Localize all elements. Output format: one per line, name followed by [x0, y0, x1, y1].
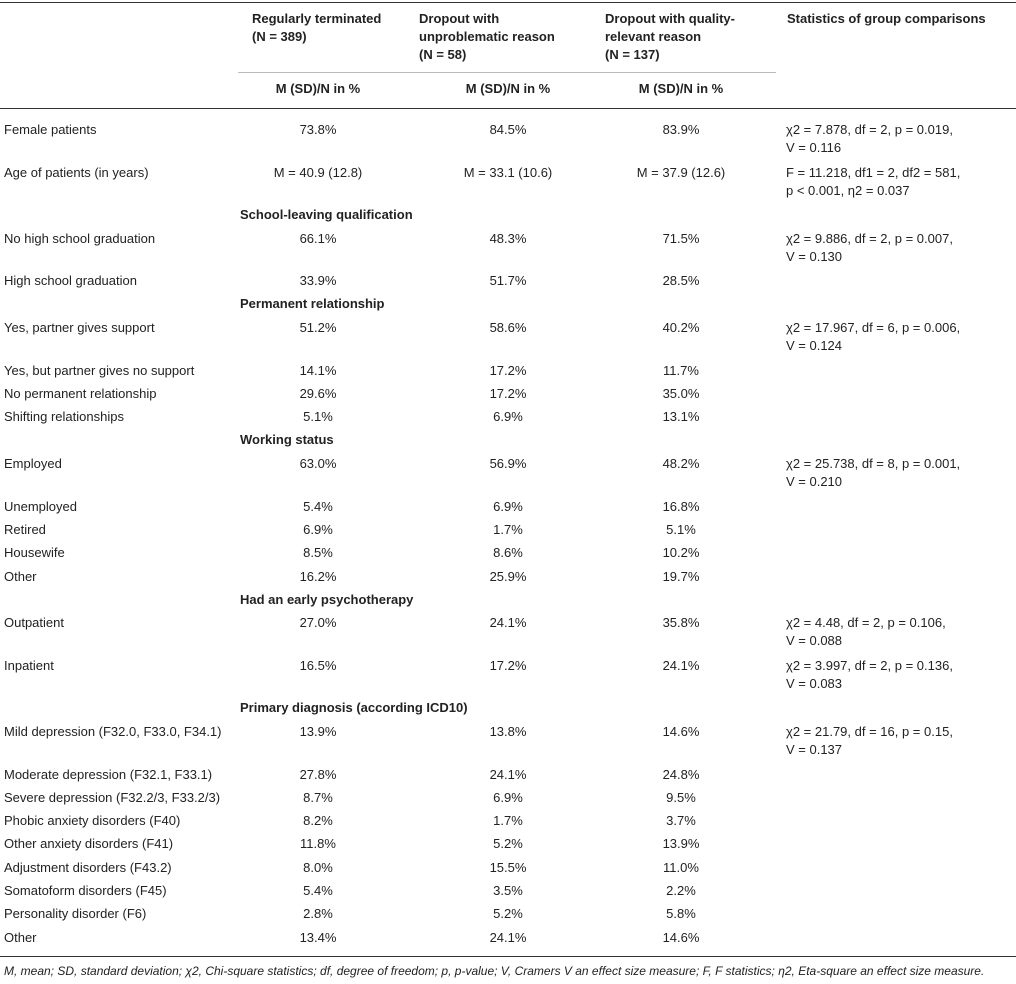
cell-col3: 35.0% — [662, 386, 700, 401]
row-label: Female patients — [4, 122, 97, 137]
row-label: Outpatient — [4, 615, 64, 630]
row-label: Severe depression (F32.2/3, F33.2/3) — [4, 790, 221, 805]
header-col2 — [419, 10, 589, 64]
row-label: Other — [4, 930, 37, 945]
cell-col3: 13.1% — [662, 409, 700, 424]
cell-col1: 11.8% — [300, 836, 336, 851]
cell-col2: 5.2% — [493, 906, 523, 921]
cell-col3: 5.1% — [666, 522, 696, 537]
cell-col2: 84.5% — [489, 122, 527, 137]
stat-cell — [786, 614, 1011, 650]
header-col2-n: (N = 58) — [419, 47, 467, 62]
stat-line2: V = 0.083 — [786, 676, 843, 691]
cell-col1: 16.5% — [299, 658, 337, 673]
cell-col1: 5.1% — [303, 409, 333, 424]
row-label: Phobic anxiety disorders (F40) — [4, 813, 181, 828]
header-col3-title: Dropout with quality-relevant reason — [605, 11, 735, 44]
cell-col3: 2.2% — [666, 883, 696, 898]
cell-col3: 10.2% — [662, 545, 700, 560]
header-col1-n: (N = 389) — [252, 29, 307, 44]
row-label: Other — [4, 569, 37, 584]
cell-col2: 15.5% — [489, 860, 527, 875]
cell-col1: 6.9% — [303, 522, 333, 537]
section-heading: Working status — [240, 432, 334, 447]
stat-line2: V = 0.210 — [786, 474, 843, 489]
stat-line1: χ2 = 7.878, df = 2, p = 0.019, — [786, 122, 953, 137]
section-heading: School-leaving qualification — [240, 207, 413, 222]
section-heading: Primary diagnosis (according ICD10) — [240, 700, 468, 715]
stat-line1: χ2 = 21.79, df = 16, p = 0.15, — [786, 724, 953, 739]
stat-cell — [786, 319, 1011, 355]
stat-line2: V = 0.124 — [786, 338, 843, 353]
row-label: Shifting relationships — [4, 409, 124, 424]
row-label: Adjustment disorders (F43.2) — [4, 860, 172, 875]
cell-col2: 17.2% — [489, 658, 527, 673]
cell-col3: 24.8% — [662, 767, 700, 782]
top-rule — [0, 2, 1016, 3]
footnote: M, mean; SD, standard deviation; χ2, Chi-square statistics; df, degree of freedom; p, p-value; V, Cramers V an effect size measure; F, F statistics; η2, Eta-square an effect size measure. — [4, 964, 985, 978]
stat-cell — [786, 164, 1011, 200]
stat-cell — [786, 657, 1011, 693]
header-col3-n: (N = 137) — [605, 47, 660, 62]
row-label: Age of patients (in years) — [4, 165, 149, 180]
row-label: No permanent relationship — [4, 386, 157, 401]
cell-col2: 8.6% — [493, 545, 523, 560]
header-col1 — [252, 10, 402, 46]
header-col4 — [787, 10, 1012, 28]
cell-col3: 9.5% — [666, 790, 696, 805]
cell-col2: 24.1% — [489, 930, 527, 945]
cell-col2: 58.6% — [489, 320, 527, 335]
stat-line2: V = 0.137 — [786, 742, 843, 757]
section-heading: Had an early psychotherapy — [240, 592, 414, 607]
cell-col3: 5.8% — [666, 906, 696, 921]
cell-col1: 51.2% — [299, 320, 337, 335]
cell-col3: 28.5% — [662, 273, 700, 288]
cell-col3: 13.9% — [662, 836, 700, 851]
row-label: Housewife — [4, 545, 65, 560]
row-label: No high school graduation — [4, 231, 156, 246]
cell-col2: 24.1% — [489, 615, 527, 630]
cell-col1: 13.9% — [299, 724, 337, 739]
row-label: Moderate depression (F32.1, F33.1) — [4, 767, 213, 782]
stat-cell — [786, 121, 1011, 157]
cell-col2: 6.9% — [493, 409, 523, 424]
cell-col1: 8.0% — [303, 860, 333, 875]
cell-col2: 1.7% — [493, 522, 523, 537]
cell-col2: 51.7% — [489, 273, 527, 288]
subheader-col1: M (SD)/N in % — [275, 81, 361, 96]
cell-col3: 19.7% — [662, 569, 700, 584]
subheader-col3: M (SD)/N in % — [638, 81, 724, 96]
cell-col2: 24.1% — [489, 767, 527, 782]
row-label: Employed — [4, 456, 62, 471]
cell-col3: 48.2% — [662, 456, 700, 471]
stat-line2: V = 0.116 — [786, 140, 842, 155]
cell-col1: 66.1% — [299, 231, 337, 246]
row-label: Personality disorder (F6) — [4, 906, 147, 921]
cell-col2: 56.9% — [489, 456, 527, 471]
stat-line2: p < 0.001, η2 = 0.037 — [786, 183, 910, 198]
cell-col2: 13.8% — [489, 724, 527, 739]
header-subrule — [238, 72, 776, 73]
stat-line1: χ2 = 4.48, df = 2, p = 0.106, — [786, 615, 946, 630]
cell-col3: 11.7% — [663, 363, 699, 378]
cell-col1: 14.1% — [299, 363, 337, 378]
stat-line1: F = 11.218, df1 = 2, df2 = 581, — [786, 165, 961, 180]
cell-col1: 8.7% — [303, 790, 333, 805]
cell-col3: 40.2% — [662, 320, 700, 335]
row-label: Retired — [4, 522, 46, 537]
stat-line1: χ2 = 25.738, df = 8, p = 0.001, — [786, 456, 961, 471]
cell-col2: 17.2% — [489, 386, 527, 401]
cell-col3: 35.8% — [662, 615, 700, 630]
cell-col1: 2.8% — [303, 906, 333, 921]
cell-col1: 5.4% — [303, 499, 333, 514]
cell-col1: 27.8% — [299, 767, 337, 782]
stat-line2: V = 0.088 — [786, 633, 843, 648]
cell-col3: M = 37.9 (12.6) — [636, 165, 726, 180]
cell-col2: M = 33.1 (10.6) — [463, 165, 553, 180]
stat-cell — [786, 230, 1011, 266]
header-col4-title: Statistics of group comparisons — [787, 11, 986, 26]
cell-col3: 14.6% — [662, 724, 700, 739]
cell-col2: 6.9% — [493, 790, 523, 805]
cell-col1: 16.2% — [299, 569, 337, 584]
cell-col1: 13.4% — [299, 930, 337, 945]
row-label: Yes, partner gives support — [4, 320, 155, 335]
row-label: Somatoform disorders (F45) — [4, 883, 167, 898]
table-bottom-rule — [0, 956, 1016, 957]
stat-cell — [786, 723, 1011, 759]
cell-col2: 3.5% — [493, 883, 523, 898]
cell-col1: 27.0% — [299, 615, 337, 630]
cell-col3: 16.8% — [662, 499, 700, 514]
cell-col1: 8.5% — [303, 545, 333, 560]
stat-line1: χ2 = 17.967, df = 6, p = 0.006, — [786, 320, 961, 335]
cell-col1: 29.6% — [299, 386, 337, 401]
subheader-col2: M (SD)/N in % — [465, 81, 551, 96]
section-heading: Permanent relationship — [240, 296, 385, 311]
cell-col2: 6.9% — [493, 499, 523, 514]
cell-col1: 73.8% — [299, 122, 337, 137]
header-col2-title: Dropout with unproblematic reason — [419, 11, 555, 44]
row-label: Inpatient — [4, 658, 54, 673]
cell-col1: 8.2% — [303, 813, 333, 828]
header-col3 — [605, 10, 780, 64]
cell-col3: 11.0% — [663, 860, 699, 875]
cell-col3: 83.9% — [662, 122, 700, 137]
cell-col3: 71.5% — [662, 231, 700, 246]
row-label: Other anxiety disorders (F41) — [4, 836, 174, 851]
row-label: Unemployed — [4, 499, 77, 514]
row-label: Yes, but partner gives no support — [4, 363, 195, 378]
cell-col1: 33.9% — [299, 273, 337, 288]
header-col1-title: Regularly terminated — [252, 11, 382, 26]
stat-line1: χ2 = 3.997, df = 2, p = 0.136, — [786, 658, 953, 673]
cell-col2: 48.3% — [489, 231, 527, 246]
cell-col2: 17.2% — [489, 363, 527, 378]
stat-cell — [786, 455, 1011, 491]
cell-col3: 14.6% — [662, 930, 700, 945]
stat-line1: χ2 = 9.886, df = 2, p = 0.007, — [786, 231, 953, 246]
row-label: Mild depression (F32.0, F33.0, F34.1) — [4, 724, 222, 739]
cell-col2: 25.9% — [489, 569, 527, 584]
cell-col2: 1.7% — [493, 813, 523, 828]
row-label: High school graduation — [4, 273, 137, 288]
cell-col1: M = 40.9 (12.8) — [273, 165, 363, 180]
cell-col2: 5.2% — [493, 836, 523, 851]
cell-col1: 5.4% — [303, 883, 333, 898]
stat-line2: V = 0.130 — [786, 249, 843, 264]
cell-col3: 24.1% — [662, 658, 700, 673]
cell-col1: 63.0% — [299, 456, 337, 471]
cell-col3: 3.7% — [666, 813, 696, 828]
header-bottom-rule — [0, 108, 1016, 109]
